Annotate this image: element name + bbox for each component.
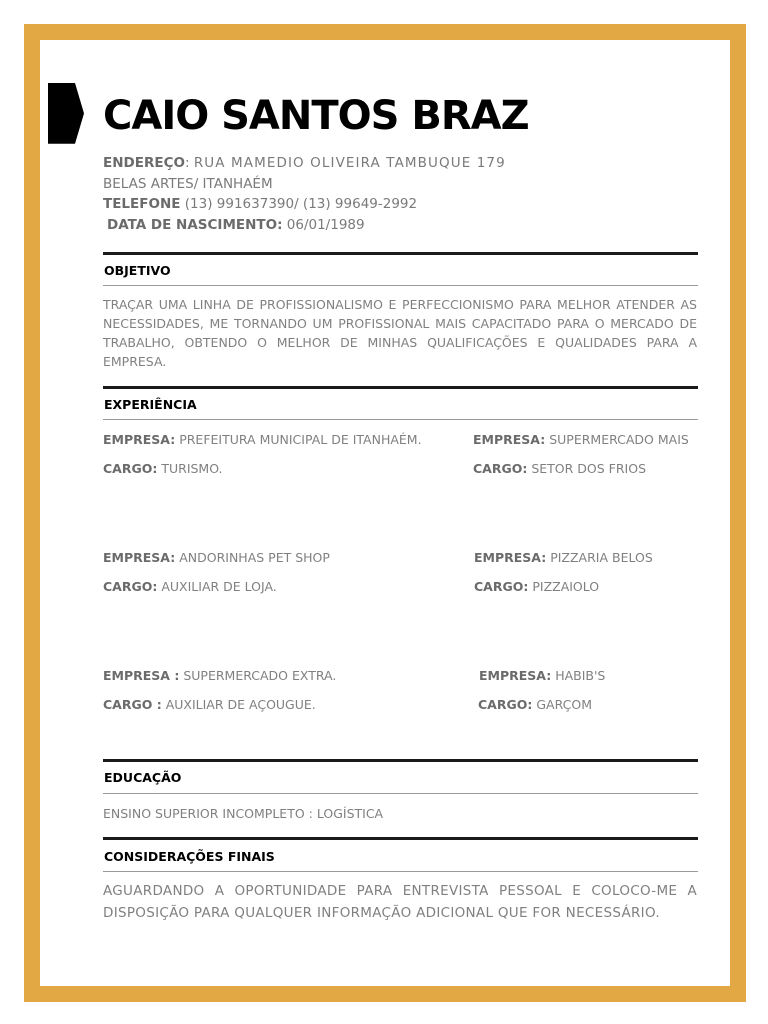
- role-label: CARGO :: [103, 697, 162, 712]
- section-divider-thick: [103, 386, 698, 389]
- experience-company: [473, 432, 689, 447]
- objective-heading: OBJETIVO: [104, 263, 171, 278]
- dob-label: DATA DE NASCIMENTO:: [107, 216, 283, 233]
- experience-role: [103, 579, 277, 594]
- role-value: GARÇOM: [536, 697, 592, 712]
- phone-label: TELEFONE: [103, 196, 181, 212]
- contact-block: [103, 153, 523, 235]
- final-remarks-heading: CONSIDERAÇÕES FINAIS: [104, 849, 275, 864]
- phone-value: (13) 991637390/ (13) 99649-2992: [184, 196, 418, 212]
- objective-text: TRAÇAR UMA LINHA DE PROFISSIONALISMO E PERFECCIONISMO PARA MELHOR ATENDER AS NECESSIDADES, ME TORNANDO UM PROFISSIONAL MAIS CAPACITADO PARA O MERCADO DE TRABALHO, OBTENDO O MELHOR DE MINHAS QUALIFICAÇÕES E QUALIDADES PARA A EMPRESA.: [103, 297, 697, 369]
- section-divider-thin: [103, 871, 698, 872]
- resume-page-frame: [24, 24, 746, 1002]
- address-line2: BELAS ARTES/ ITANHAÉM: [103, 175, 273, 192]
- experience-role: [103, 461, 223, 476]
- experience-heading: EXPERIÊNCIA: [104, 397, 197, 412]
- experience-company: [474, 550, 653, 565]
- company-label: EMPRESA :: [103, 668, 180, 683]
- company-label: EMPRESA:: [474, 550, 547, 565]
- role-value: AUXILIAR DE LOJA.: [161, 579, 277, 594]
- experience-role: [478, 697, 592, 712]
- section-divider-thick: [103, 252, 698, 255]
- section-divider-thick: [103, 837, 698, 840]
- education-text: ENSINO SUPERIOR INCOMPLETO : LOGÍSTICA: [103, 806, 384, 821]
- company-value: SUPERMERCADO EXTRA.: [183, 668, 337, 683]
- company-value: ANDORINHAS PET SHOP: [179, 550, 330, 565]
- role-value: AUXILIAR DE AÇOUGUE.: [165, 697, 316, 712]
- address-label: ENDEREÇO: [103, 155, 185, 171]
- role-label: CARGO:: [103, 579, 158, 594]
- dob-value: 06/01/1989: [286, 216, 365, 233]
- experience-role: [474, 579, 599, 594]
- experience-company: [103, 432, 422, 447]
- bookmark-ribbon-icon: [48, 83, 84, 163]
- phone-row: [103, 194, 523, 215]
- role-value: TURISMO.: [161, 461, 223, 476]
- experience-role: [473, 461, 646, 476]
- role-label: CARGO:: [473, 461, 528, 476]
- company-label: EMPRESA:: [103, 432, 176, 447]
- role-label: CARGO:: [478, 697, 533, 712]
- address-row: [103, 153, 523, 174]
- company-label: EMPRESA:: [103, 550, 176, 565]
- company-label: EMPRESA:: [479, 668, 552, 683]
- address-separator: :: [184, 155, 190, 171]
- experience-company: [103, 550, 330, 565]
- address-line1: RUA MAMEDIO OLIVEIRA TAMBUQUE 179: [193, 155, 506, 171]
- section-divider-thin: [103, 419, 698, 420]
- experience-company: [103, 668, 336, 683]
- dob-row: [103, 215, 523, 236]
- role-value: PIZZAIOLO: [532, 579, 600, 594]
- role-value: SETOR DOS FRIOS: [531, 461, 647, 476]
- company-value: SUPERMERCADO MAIS: [549, 432, 689, 447]
- company-value: PIZZARIA BELOS: [550, 550, 653, 565]
- company-value: HABIB'S: [555, 668, 606, 683]
- section-divider-thick: [103, 759, 698, 762]
- role-label: CARGO:: [474, 579, 529, 594]
- role-label: CARGO:: [103, 461, 158, 476]
- experience-role: [103, 697, 316, 712]
- education-heading: EDUCAÇÃO: [104, 770, 182, 785]
- final-remarks-text: AGUARDANDO A OPORTUNIDADE PARA ENTREVISTA PESSOAL E COLOCO-ME A DISPOSIÇÃO PARA QUALQUER INFORMAÇÃO ADICIONAL QUE FOR NECESSÁRIO.: [103, 883, 697, 921]
- section-divider-thin: [103, 285, 698, 286]
- company-label: EMPRESA:: [473, 432, 546, 447]
- experience-company: [479, 668, 605, 683]
- candidate-name: CAIO SANTOS BRAZ: [103, 93, 529, 139]
- company-value: PREFEITURA MUNICIPAL DE ITANHAÉM.: [179, 432, 422, 447]
- section-divider-thin: [103, 793, 698, 794]
